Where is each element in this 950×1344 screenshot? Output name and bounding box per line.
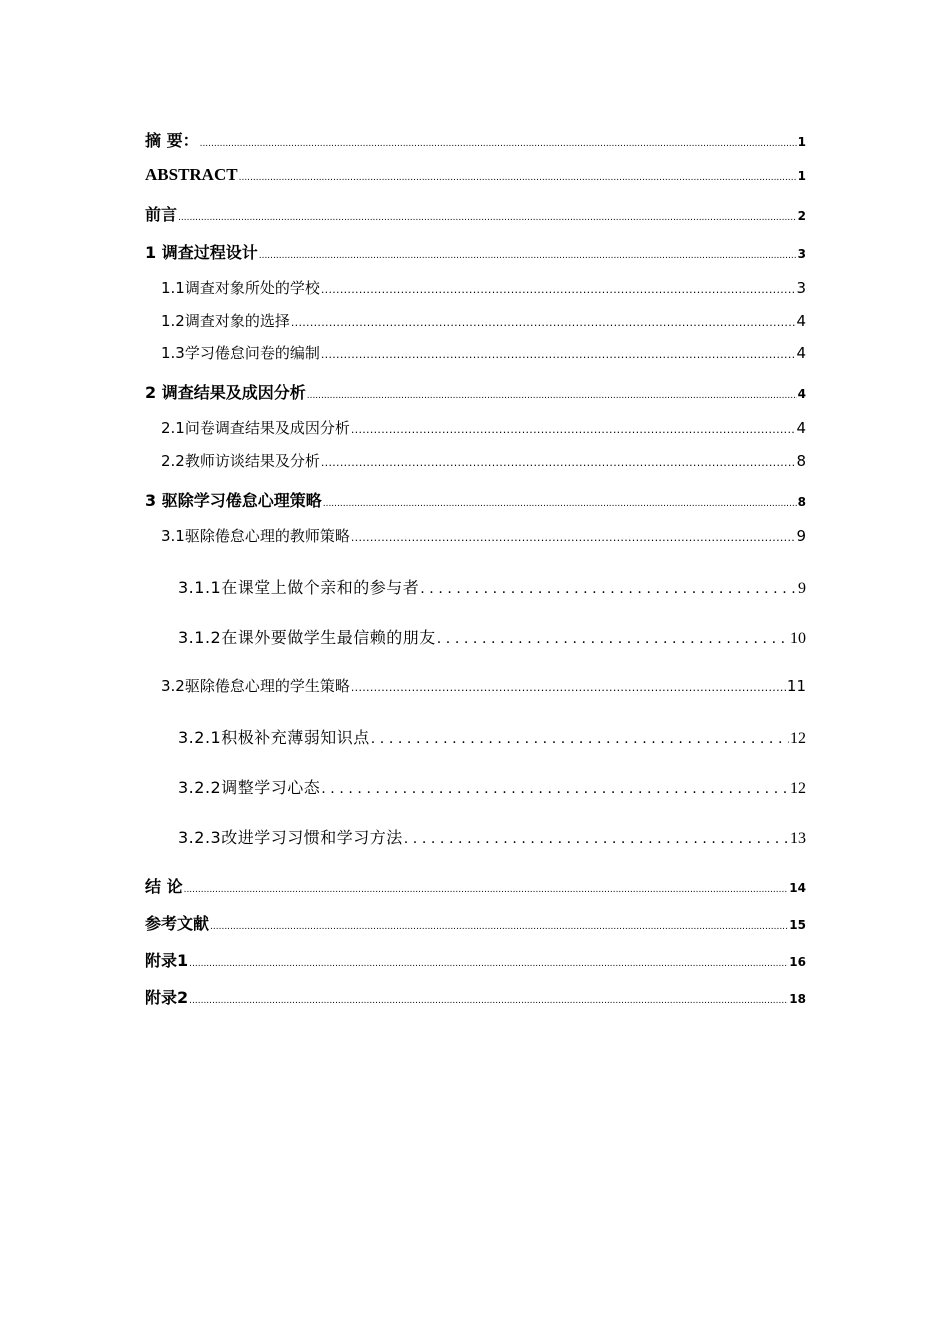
toc-entry-section-2-1[interactable] [161, 417, 806, 438]
toc-entry-section-1-3[interactable] [161, 342, 806, 363]
toc-entry-subsection-3-1-2[interactable] [178, 625, 806, 648]
toc-entry-subsection-3-2-3[interactable] [178, 825, 806, 848]
toc-page-number: 1 [797, 169, 806, 183]
toc-page-number: 8 [797, 495, 806, 509]
toc-page-number: 11 [786, 677, 806, 695]
toc-page-number: 12 [790, 780, 806, 797]
toc-entry-appendix-1[interactable] [145, 948, 806, 971]
toc-entry-section-2-2[interactable] [161, 450, 806, 471]
toc-page-number: 16 [789, 955, 806, 969]
toc-entry-subsection-3-1-1[interactable] [178, 575, 806, 598]
toc-entry-title: 3.2.1积极补充薄弱知识点 [178, 728, 370, 747]
toc-entry-title: 3.1.2在课外要做学生最信赖的朋友 [178, 628, 436, 647]
toc-entry-title: 2.2教师访谈结果及分析 [161, 452, 320, 470]
toc-dot-leader [200, 139, 797, 149]
toc-page-number: 3 [796, 279, 806, 297]
toc-entry-section-1-1[interactable] [161, 277, 806, 298]
toc-dot-leader [189, 996, 788, 1006]
toc-entry-title: 参考文献 [145, 914, 210, 933]
toc-entry-section-3-2[interactable] [161, 675, 806, 696]
toc-dot-leader [321, 283, 796, 296]
toc-dot-leader [321, 781, 789, 797]
toc-entry-appendix-2[interactable] [145, 985, 806, 1008]
toc-entry-subsection-3-2-1[interactable] [178, 725, 806, 748]
toc-entry-references[interactable] [145, 911, 806, 934]
toc-entry-title: ABSTRACT [145, 165, 238, 184]
toc-entry-subsection-3-2-2[interactable] [178, 775, 806, 798]
toc-entry-section-1-2[interactable] [161, 310, 806, 331]
toc-page-number: 9 [796, 527, 806, 545]
toc-entry-chapter-1[interactable] [145, 240, 806, 263]
toc-entry-section-3-1[interactable] [161, 525, 806, 546]
toc-dot-leader [351, 531, 796, 544]
toc-dot-leader [307, 391, 797, 401]
toc-page-number: 1 [797, 135, 806, 149]
toc-entry-conclusion[interactable] [145, 874, 806, 897]
toc-entry-title: 3.2驱除倦怠心理的学生策略 [161, 677, 350, 695]
toc-page-number: 3 [797, 247, 806, 261]
toc-entry-title: 前言 [145, 205, 178, 224]
toc-page-number: 2 [797, 209, 806, 223]
toc-entry-title: 3 驱除学习倦怠心理策略 [145, 491, 322, 510]
toc-page-number: 4 [796, 419, 806, 437]
toc-entry-title: 1.2调查对象的选择 [161, 312, 290, 330]
toc-entry-title: 3.1.1在课堂上做个亲和的参与者 [178, 578, 420, 597]
toc-page-number: 15 [789, 918, 806, 932]
toc-page-number: 18 [789, 992, 806, 1006]
toc-dot-leader [404, 831, 789, 847]
toc-page-number: 10 [790, 630, 806, 647]
toc-entry-title: 结 论 [145, 877, 183, 896]
toc-page-number: 4 [797, 387, 806, 401]
toc-dot-leader [184, 885, 789, 895]
toc-entry-abstract-cn[interactable] [145, 128, 806, 151]
toc-page-number: 4 [796, 344, 806, 362]
toc-entry-title: 2 调查结果及成因分析 [145, 383, 306, 402]
toc-dot-leader [189, 959, 788, 969]
toc-dot-leader [210, 922, 788, 932]
toc-entry-title: 1.1调查对象所处的学校 [161, 279, 320, 297]
toc-page-number: 12 [790, 730, 806, 747]
toc-entry-title: 附录2 [145, 988, 189, 1007]
toc-page-number: 4 [796, 312, 806, 330]
toc-entry-title: 附录1 [145, 951, 189, 970]
toc-dot-leader [239, 173, 797, 183]
toc-dot-leader [291, 316, 796, 329]
toc-dot-leader [420, 581, 797, 597]
toc-entry-chapter-2[interactable] [145, 380, 806, 403]
toc-dot-leader [323, 499, 797, 509]
toc-dot-leader [259, 251, 797, 261]
toc-entry-title: 1.3学习倦怠问卷的编制 [161, 344, 320, 362]
toc-entry-title: 3.2.2调整学习心态 [178, 778, 321, 797]
toc-entry-abstract-en[interactable] [145, 165, 806, 185]
toc-entry-chapter-3[interactable] [145, 488, 806, 511]
toc-dot-leader [321, 348, 796, 361]
toc-entry-title: 1 调查过程设计 [145, 243, 258, 262]
toc-entry-title: 3.2.3改进学习习惯和学习方法 [178, 828, 403, 847]
toc-dot-leader [351, 423, 796, 436]
toc-page-number: 9 [798, 580, 806, 597]
toc-entry-preface[interactable] [145, 202, 806, 225]
toc-entry-title: 3.1驱除倦怠心理的教师策略 [161, 527, 350, 545]
toc-dot-leader [321, 456, 796, 469]
toc-page-number: 8 [796, 452, 806, 470]
toc-page-number: 13 [790, 830, 806, 847]
toc-dot-leader [371, 731, 789, 747]
toc-dot-leader [178, 213, 797, 223]
toc-dot-leader [437, 631, 789, 647]
toc-dot-leader [351, 681, 786, 694]
toc-entry-title: 2.1问卷调查结果及成因分析 [161, 419, 350, 437]
toc-entry-title: 摘 要： [145, 131, 199, 150]
toc-page-number: 14 [789, 881, 806, 895]
